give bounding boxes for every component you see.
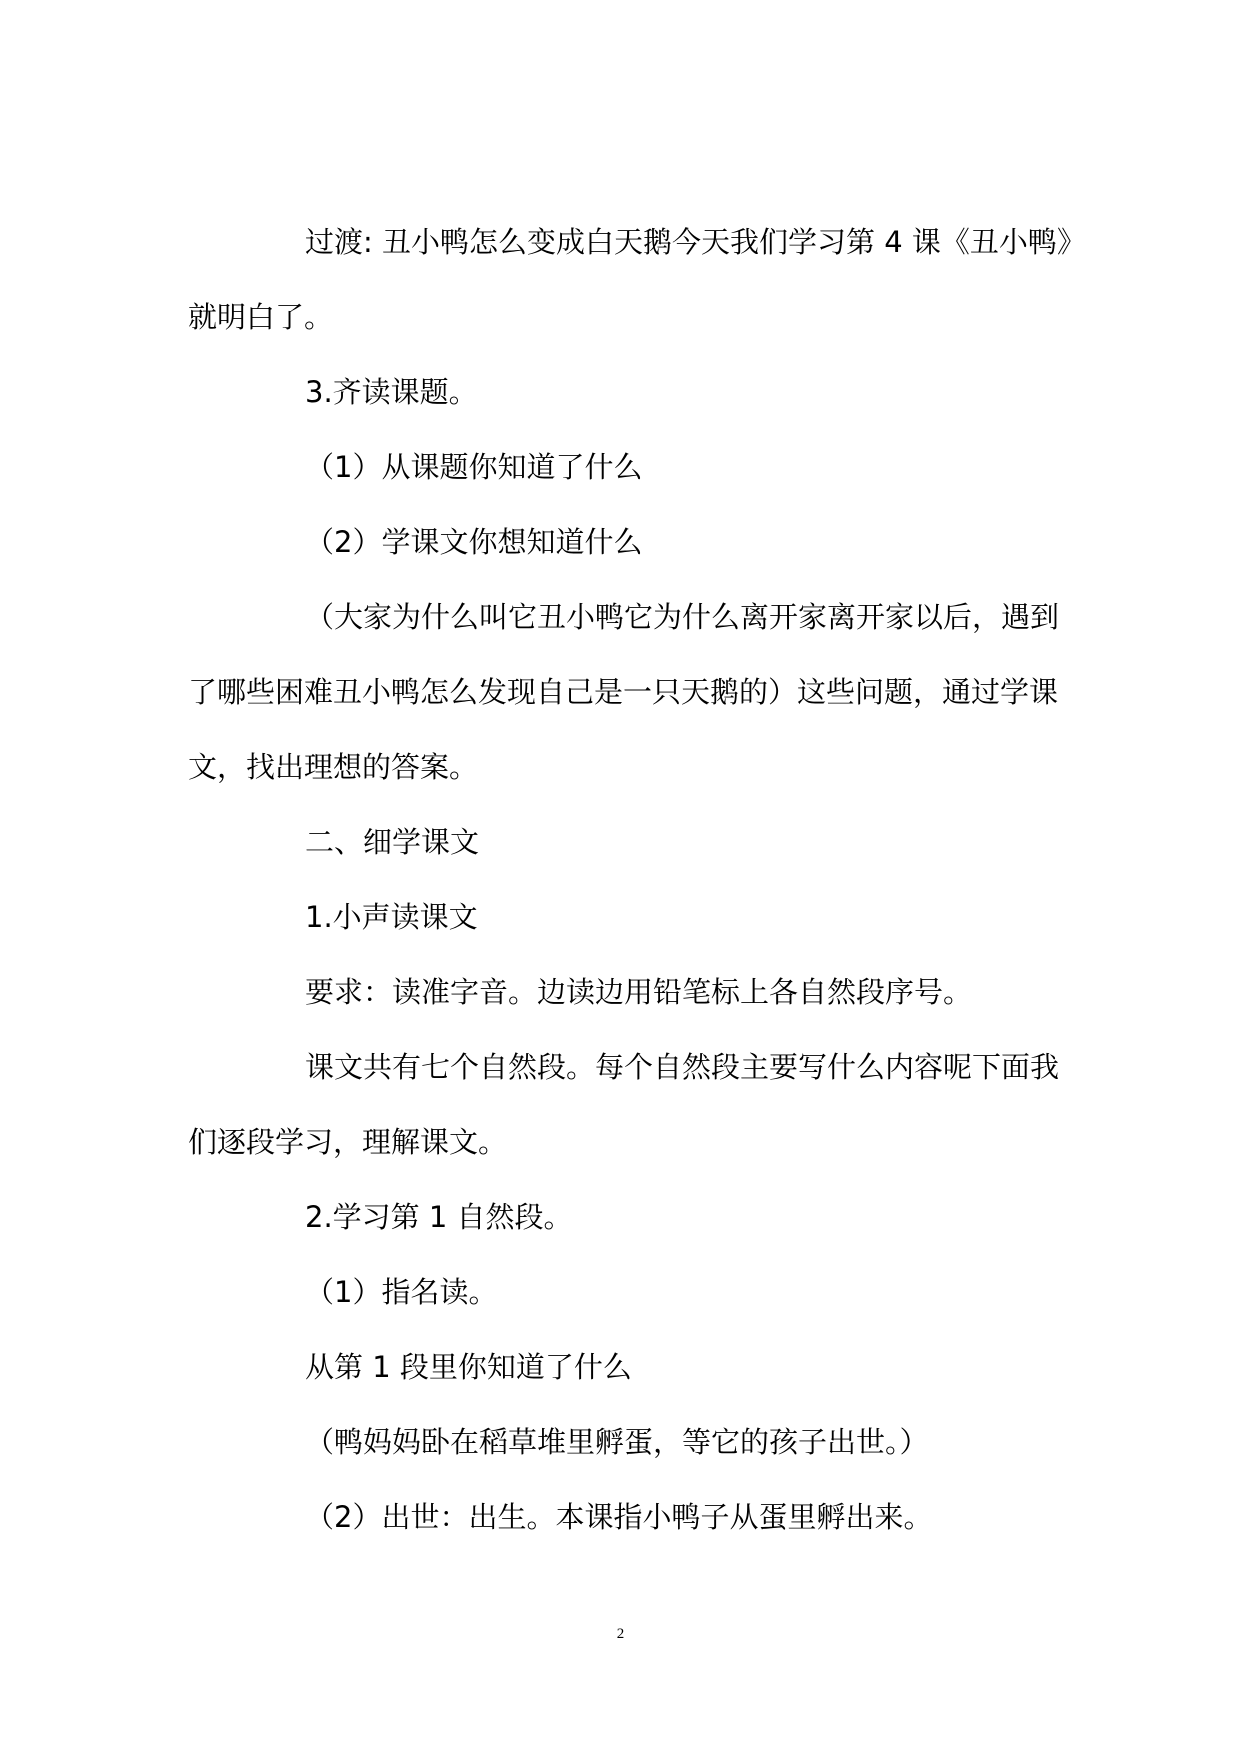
- text-line: 课文共有七个自然段。每个自然段主要写什么内容呢下面我: [305, 1050, 1060, 1084]
- text-line: （2）学课文你想知道什么: [305, 525, 643, 559]
- text-line: （大家为什么叫它丑小鸭它为什么离开家离开家以后，遇到: [305, 600, 1060, 634]
- text-line: 过渡: 丑小鸭怎么变成白天鹅今天我们学习第 4 课《丑小鸭》: [305, 225, 1086, 259]
- text-line: 文，找出理想的答案。: [188, 750, 479, 784]
- text-line: 3.齐读课题。: [305, 375, 478, 409]
- text-line: 们逐段学习，理解课文。: [188, 1125, 508, 1159]
- text-line: 了哪些困难丑小鸭怎么发现自己是一只天鹅的）这些问题，通过学课: [188, 675, 1059, 709]
- text-line: 就明白了。: [188, 300, 334, 334]
- text-line: （1）从课题你知道了什么: [305, 450, 643, 484]
- text-line: （2）出世：出生。本课指小鸭子从蛋里孵出来。: [305, 1500, 933, 1534]
- text-line: （1）指名读。: [305, 1275, 498, 1309]
- text-line: （鸭妈妈卧在稻草堆里孵蛋，等它的孩子出世。）: [305, 1425, 929, 1459]
- text-line: 要求：读准字音。边读边用铅笔标上各自然段序号。: [305, 975, 973, 1009]
- text-line: 2.学习第 1 自然段。: [305, 1200, 573, 1234]
- text-line: 从第 1 段里你知道了什么: [305, 1350, 632, 1384]
- section-heading: 二、细学课文: [305, 825, 480, 859]
- text-line: 1.小声读课文: [305, 900, 478, 934]
- page-number: 2: [616, 1626, 625, 1642]
